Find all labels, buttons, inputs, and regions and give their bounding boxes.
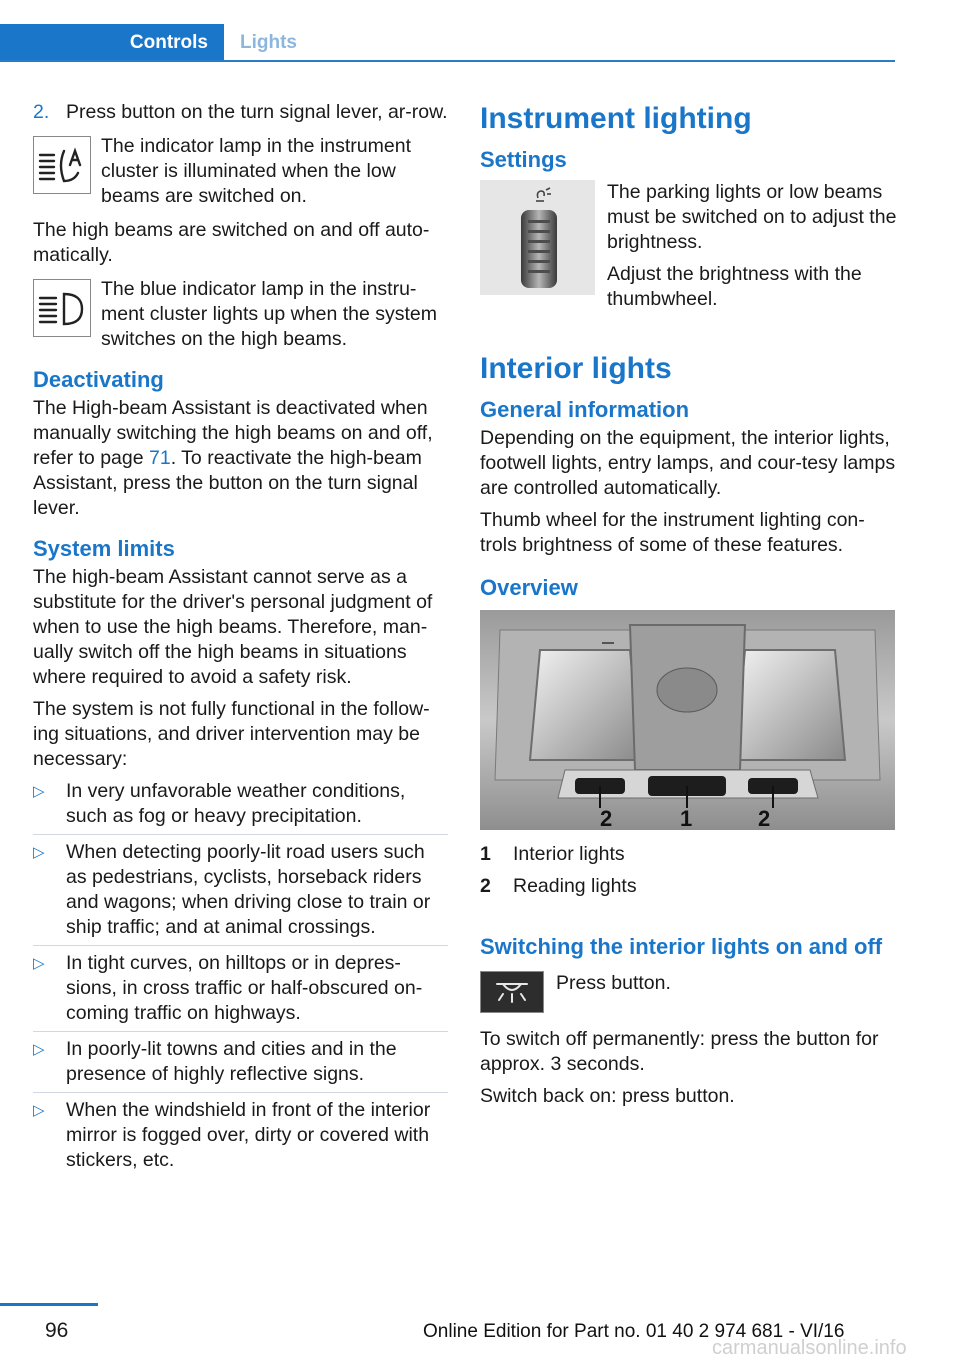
list-divider	[33, 945, 448, 946]
general-paragraph-1: Depending on the equipment, the interior lights, footwell lights, entry lamps, and cour‐tesy lamps are controlled automatically.	[480, 427, 896, 499]
settings-block	[480, 180, 898, 312]
low-beam-indicator-row	[33, 134, 448, 209]
left-column	[33, 100, 448, 1173]
bullet-marker: ▷	[33, 1041, 45, 1058]
list-item-text: In poorly-lit towns and cities and in the presence of highly reflective signs.	[66, 1038, 397, 1085]
low-beam-indicator-text: The indicator lamp in the instrument cluster is illuminated when the low beams are switched on.	[101, 135, 411, 207]
high-beam-assistant-icon	[33, 136, 91, 194]
general-paragraph-2: Thumb wheel for the instrument lighting con‐trols brightness of some of these features.	[480, 509, 865, 556]
settings-paragraph-1: The parking lights or low beams must be switched on to adjust the brightness.	[607, 181, 897, 253]
edition-text: Online Edition for Part no. 01 40 2 974 681 - VI/16	[423, 1321, 845, 1342]
settings-heading: Settings	[480, 147, 567, 172]
switch-block	[480, 971, 898, 1013]
switch-paragraph-1: To switch off permanently: press the button for approx. 3 seconds.	[480, 1028, 879, 1075]
list-item-text: In tight curves, on hilltops or in depres‐sions, in cross traffic or half-obscured on‐coming traffic on highways.	[66, 952, 423, 1024]
watermark: carmanualsonline.info	[712, 1337, 907, 1359]
list-item	[33, 1098, 448, 1173]
high-beam-indicator-text: The blue indicator lamp in the instru‐ment cluster lights up when the system switches on the high beams.	[101, 278, 437, 350]
callout-label: 2	[758, 806, 771, 830]
interior-light-icon	[481, 972, 543, 1012]
general-information-heading: General information	[480, 397, 690, 422]
section-tab-controls[interactable]: Controls	[0, 24, 224, 62]
legend-row	[480, 842, 898, 867]
interior-light-button[interactable]	[480, 971, 544, 1013]
thumbwheel-image	[480, 180, 595, 295]
page-link[interactable]: 71	[149, 447, 171, 469]
legend-label: Interior lights	[513, 843, 625, 865]
page-number: 96	[45, 1319, 69, 1342]
step-number: 2.	[33, 101, 50, 123]
deactivating-text-post: . To reactivate the high-beam Assistant, press the button on the turn signal lever.	[33, 447, 422, 519]
instrument-lighting-heading: Instrument lighting	[480, 102, 752, 135]
legend-number: 2	[480, 875, 491, 897]
header-rule	[0, 60, 895, 62]
list-item	[33, 779, 448, 829]
bullet-marker: ▷	[33, 844, 45, 861]
list-item-text: When the windshield in front of the interior mirror is fogged over, dirty or covered with stickers, etc.	[66, 1099, 431, 1171]
overview-heading: Overview	[480, 575, 578, 600]
list-item-text: In very unfavorable weather conditions, such as fog or heavy precipitation.	[66, 780, 406, 827]
legend-row	[480, 874, 898, 899]
list-item	[33, 840, 448, 940]
high-beam-indicator-row	[33, 277, 448, 352]
list-item-text: When detecting poorly-lit road users such as pedestrians, cyclists, horseback riders and wagons; when driving close to train or ship traffic; and at animal crossings.	[66, 841, 431, 938]
settings-paragraph-2: Adjust the brightness with the thumbwheel.	[607, 263, 862, 310]
list-divider	[33, 834, 448, 835]
overhead-console-image	[480, 610, 895, 830]
bullet-marker: ▷	[33, 955, 45, 972]
page-header	[0, 24, 895, 62]
legend-number: 1	[480, 843, 491, 865]
callout-label: 2	[600, 806, 613, 830]
step-text: Press button on the turn signal lever, ar‐row.	[66, 101, 448, 123]
interior-lights-heading: Interior lights	[480, 352, 672, 385]
limits-paragraph-2: The system is not fully functional in the follow‐ing situations, and driver intervention may be necessary:	[33, 698, 430, 770]
limits-paragraph-1: The high-beam Assistant cannot serve as a substitute for the driver's personal judgment of when to use the high beams. Therefore, man‐ually switch off the high beams in situations where required to avoid a safety risk.	[33, 566, 433, 688]
callout-label: 1	[680, 806, 693, 830]
bullet-marker: ▷	[33, 783, 45, 800]
thumbwheel	[521, 210, 557, 288]
section-tab-lights[interactable]: Lights	[240, 32, 297, 53]
legend-label: Reading lights	[513, 875, 637, 897]
right-column	[480, 100, 898, 1109]
settings-text	[607, 180, 898, 312]
bullet-marker: ▷	[33, 1102, 45, 1119]
deactivating-text	[33, 396, 448, 521]
auto-paragraph: The high beams are switched on and off auto‐matically.	[33, 219, 430, 266]
brightness-icon	[532, 186, 554, 208]
list-divider	[33, 1092, 448, 1093]
switch-paragraph-2: Switch back on: press button.	[480, 1085, 735, 1107]
high-beam-icon	[33, 279, 91, 337]
list-item	[33, 951, 448, 1026]
system-limits-heading: System limits	[33, 536, 175, 561]
limits-list	[33, 779, 448, 1173]
switching-heading: Switching the interior lights on and off	[480, 934, 883, 959]
list-item	[33, 1037, 448, 1087]
deactivating-heading: Deactivating	[33, 367, 164, 392]
step-2	[33, 100, 448, 125]
press-button-text: Press button.	[556, 972, 671, 994]
list-divider	[33, 1031, 448, 1032]
deactivating-text-pre: The High-beam Assistant is deactivated when manually switching the high beams on and off, refer to page	[33, 397, 433, 469]
footer-rule	[0, 1303, 98, 1306]
